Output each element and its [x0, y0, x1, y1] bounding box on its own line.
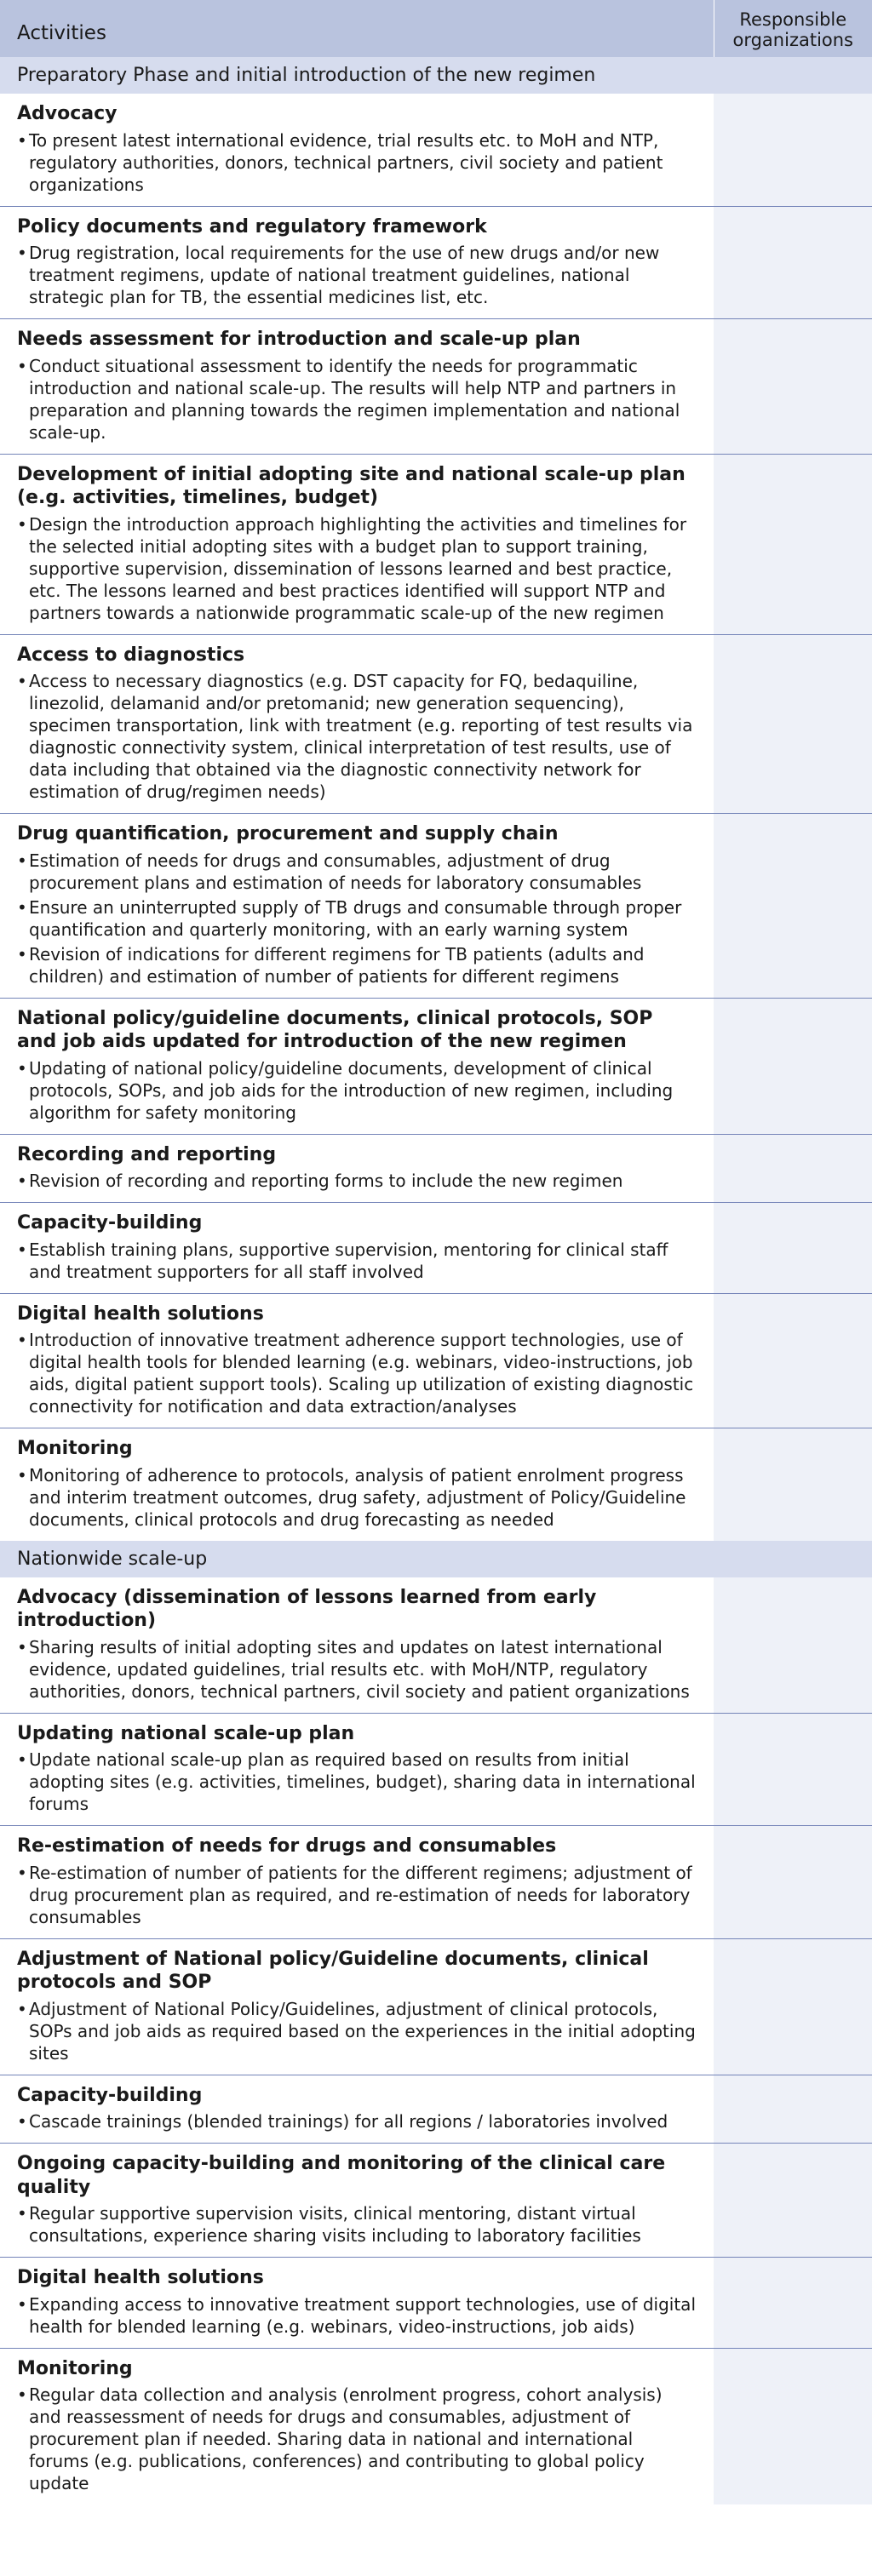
responsible-cell [714, 2258, 872, 2349]
phase-title: Nationwide scale-up [0, 1541, 714, 1577]
activity-bullet: • Revision of indications for different regimens for TB patients (adults and children) and estimation of number of patients for different regimens [17, 943, 697, 987]
activity-title: Monitoring [17, 2357, 133, 2379]
activity-bullet: • Revision of recording and reporting forms to include the new regimen [17, 1170, 697, 1192]
activity-cell [0, 634, 714, 814]
table-row [0, 634, 872, 814]
activity-cell [0, 814, 714, 999]
activity-cell [0, 1134, 714, 1203]
activities-column-header: Activities [0, 0, 714, 57]
activity-bullet: • Adjustment of National Policy/Guidelines, adjustment of clinical protocols, SOPs and job aids as required based on the experiences in the initial adopting sites [17, 1998, 697, 2064]
activity-bullet: • Ensure an uninterrupted supply of TB drugs and consumable through proper quantification and quarterly monitoring, with an early warning system [17, 896, 697, 941]
table-body [0, 57, 872, 2504]
table-row [0, 2144, 872, 2258]
activity-title: Advocacy (dissemination of lessons learned from early introduction) [17, 1586, 597, 1632]
activity-title: Policy documents and regulatory framework [17, 215, 487, 238]
activity-bullet: • Access to necessary diagnostics (e.g. DST capacity for FQ, bedaquiline, linezolid, delamanid and/or pretomanid; new generation sequencing), specimen transportation, link with treatment (e.g. reporting of test results via diagnostic connectivity system, clinical interpretation of test results, use of data including that obtained via the diagnostic connectivity network for estimation of drug/regimen needs) [17, 670, 697, 803]
activity-title: Needs assessment for introduction and scale-up plan [17, 329, 581, 351]
table-row [0, 814, 872, 999]
table-header-row [0, 0, 872, 57]
activity-title: Access to diagnostics [17, 644, 245, 666]
activity-title: Ongoing capacity-building and monitoring of the clinical care quality [17, 2153, 666, 2198]
responsible-cell [714, 454, 872, 634]
activity-title: Advocacy [17, 103, 118, 125]
responsible-cell [714, 1713, 872, 1826]
table-row [0, 1577, 872, 1714]
activity-title: Adjustment of National policy/Guideline documents, clinical protocols and SOP [17, 1948, 649, 1994]
responsible-cell [714, 1293, 872, 1428]
responsible-cell [714, 1203, 872, 1294]
activity-bullet: • Update national scale-up plan as required based on results from initial adopting sites (e.g. activities, timelines, budget), sharing data in international forums [17, 1749, 697, 1815]
table-row [0, 319, 872, 455]
phase-responsible-cell [714, 1541, 872, 1577]
phase-title: Preparatory Phase and initial introduction of the new regimen [0, 57, 714, 94]
phase-responsible-cell [714, 57, 872, 94]
responsible-column-header: Responsible organizations [714, 0, 872, 57]
table-row [0, 1428, 872, 1541]
responsible-cell [714, 2075, 872, 2144]
table-row [0, 454, 872, 634]
responsible-cell [714, 1938, 872, 2075]
activity-bullet: • To present latest international evidence, trial results etc. to MoH and NTP, regulatory authorities, donors, technical partners, civil society and patient organizations [17, 129, 697, 196]
responsible-cell [714, 1428, 872, 1541]
responsible-cell [714, 634, 872, 814]
activity-cell [0, 1938, 714, 2075]
responsible-cell [714, 94, 872, 206]
responsible-cell [714, 998, 872, 1134]
activity-bullet: • Design the introduction approach highlighting the activities and timelines for the selected initial adopting sites with a budget plan to support training, supportive supervision, dissemination of lessons learned and best practice, etc. The lessons learned and best practices identified will support NTP and partners towards a nationwide programmatic scale-up of the new regimen [17, 513, 697, 624]
activity-bullet: • Estimation of needs for drugs and consumables, adjustment of drug procurement plans and estimation of needs for laboratory consumables [17, 850, 697, 894]
activity-bullet: • Conduct situational assessment to identify the needs for programmatic introduction and national scale-up. The results will help NTP and partners in preparation and planning towards the regimen implementation and national scale-up. [17, 355, 697, 444]
activity-cell [0, 1577, 714, 1714]
table-row [0, 1713, 872, 1826]
activity-bullet: • Expanding access to innovative treatment support technologies, use of digital health for blended learning (e.g. webinars, video-instructions, job aids) [17, 2293, 697, 2338]
responsible-cell [714, 814, 872, 999]
activity-cell [0, 1826, 714, 1939]
activity-cell [0, 454, 714, 634]
table-row [0, 2348, 872, 2504]
activity-cell [0, 2144, 714, 2258]
table-row [0, 1203, 872, 1294]
activity-title: Re-estimation of needs for drugs and consumables [17, 1835, 557, 1858]
activity-bullet: • Establish training plans, supportive supervision, mentoring for clinical staff and treatment supporters for all staff involved [17, 1239, 697, 1283]
activity-cell [0, 319, 714, 455]
activity-title: Drug quantification, procurement and supply chain [17, 823, 559, 845]
activity-cell [0, 2348, 714, 2504]
table-row [0, 1826, 872, 1939]
activity-title: National policy/guideline documents, clinical protocols, SOP and job aids updated for introduction of the new regimen [17, 1007, 653, 1053]
activity-title: Monitoring [17, 1438, 133, 1460]
table-row [0, 2258, 872, 2349]
phase-row [0, 1541, 872, 1577]
activity-title: Updating national scale-up plan [17, 1722, 355, 1744]
activity-bullet: • Regular supportive supervision visits, clinical mentoring, distant virtual consultations, experience sharing visits including to laboratory facilities [17, 2202, 697, 2247]
activity-cell [0, 94, 714, 206]
activity-cell [0, 998, 714, 1134]
activity-cell [0, 1293, 714, 1428]
activity-cell [0, 2075, 714, 2144]
activity-title: Recording and reporting [17, 1143, 277, 1165]
activity-title: Digital health solutions [17, 1302, 264, 1325]
table-row [0, 1293, 872, 1428]
activity-bullet: • Re-estimation of number of patients for the different regimens; adjustment of drug procurement plan as required, and re-estimation of needs for laboratory consumables [17, 1862, 697, 1928]
activity-title: Digital health solutions [17, 2267, 264, 2289]
activity-bullet: • Monitoring of adherence to protocols, analysis of patient enrolment progress and interim treatment outcomes, drug safety, adjustment of Policy/Guideline documents, clinical protocols and drug forecasting as needed [17, 1464, 697, 1531]
responsible-cell [714, 319, 872, 455]
activity-cell [0, 1428, 714, 1541]
activity-cell [0, 1203, 714, 1294]
table-row [0, 998, 872, 1134]
responsible-cell [714, 1826, 872, 1939]
activity-bullet: • Regular data collection and analysis (enrolment progress, cohort analysis) and reassessment of needs for drugs and consumables, adjustment of procurement plan if needed. Sharing data in national and international forums (e.g. publications, conferences) and contributing to global policy update [17, 2384, 697, 2494]
activity-bullet: • Updating of national policy/guideline documents, development of clinical protocols, SOPs, and job aids for the introduction of new regimen, including algorithm for safety monitoring [17, 1057, 697, 1124]
activity-cell [0, 2258, 714, 2349]
responsible-cell [714, 2144, 872, 2258]
table-row [0, 94, 872, 206]
responsible-cell [714, 1577, 872, 1714]
activity-cell [0, 1713, 714, 1826]
activity-title: Development of initial adopting site and national scale-up plan (e.g. activities, timelines, budget) [17, 463, 686, 509]
activity-cell [0, 206, 714, 319]
responsible-cell [714, 206, 872, 319]
activity-bullet: • Drug registration, local requirements for the use of new drugs and/or new treatment regimens, update of national treatment guidelines, national strategic plan for TB, the essential medicines list, etc. [17, 242, 697, 308]
table-row [0, 1938, 872, 2075]
activity-bullet: • Introduction of innovative treatment adherence support technologies, use of digital health tools for blended learning (e.g. webinars, video-instructions, job aids, digital patient support tools). Scaling up utilization of existing diagnostic connectivity for notification and data extraction/analyses [17, 1329, 697, 1417]
table-row [0, 206, 872, 319]
activity-bullet: • Cascade trainings (blended trainings) for all regions / laboratories involved [17, 2110, 697, 2132]
responsible-cell [714, 1134, 872, 1203]
phase-row [0, 57, 872, 94]
activity-title: Capacity-building [17, 1212, 203, 1234]
responsible-cell [714, 2348, 872, 2504]
activity-title: Capacity-building [17, 2084, 203, 2106]
table-row [0, 1134, 872, 1203]
table-row [0, 2075, 872, 2144]
activity-bullet: • Sharing results of initial adopting sites and updates on latest international evidence, updated guidelines, trial results etc. with MoH/NTP, regulatory authorities, donors, technical partners, civil society and patient organizations [17, 1636, 697, 1703]
